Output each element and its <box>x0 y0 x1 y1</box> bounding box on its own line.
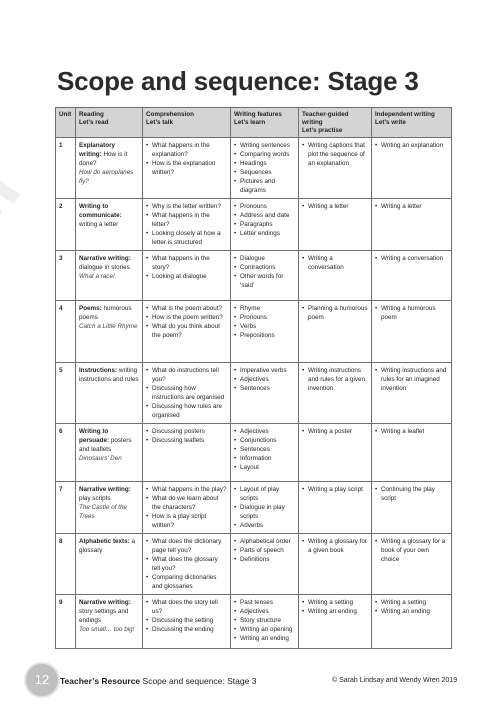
independent-writing-cell <box>372 424 452 482</box>
reading-title: Poems: <box>79 305 102 312</box>
writing-features-item: • Pronouns <box>234 202 295 211</box>
column-header-title: Comprehension <box>146 111 194 118</box>
writing-features-cell <box>231 534 299 595</box>
comprehension-item: • How is a play script written? <box>146 512 227 530</box>
comprehension-item: • What is the poem about? <box>146 304 227 313</box>
independent-writing-list <box>375 366 448 393</box>
column-header <box>76 108 143 138</box>
column-header <box>299 108 372 138</box>
table-row <box>56 301 452 363</box>
column-header <box>56 108 76 138</box>
comprehension-cell <box>143 534 231 595</box>
reading-cell <box>76 424 143 482</box>
footer-resource-bold: Teacher’s Resource <box>60 676 141 686</box>
reading-cell <box>76 251 143 301</box>
comprehension-item: • What does the glossary tell you? <box>146 555 227 573</box>
writing-features-item: • Alphabetical order <box>234 537 295 546</box>
writing-features-list <box>234 427 295 472</box>
reading-cell <box>76 199 143 251</box>
reading-cell <box>76 595 143 649</box>
comprehension-item: • Discussing how rules are organised <box>146 402 227 420</box>
reading-cell <box>76 363 143 424</box>
comprehension-cell <box>143 301 231 363</box>
table-row <box>56 595 452 649</box>
reading-title: Alphabetic texts: <box>79 538 130 545</box>
comprehension-list <box>146 141 227 177</box>
guided-writing-item: • Writing an ending <box>302 607 368 616</box>
independent-writing-cell <box>372 199 452 251</box>
writing-features-item: • Sentences <box>234 445 295 454</box>
reading-text: humorous poems <box>79 305 132 321</box>
writing-features-cell <box>231 595 299 649</box>
reading-cell <box>76 534 143 595</box>
writing-features-list <box>234 202 295 238</box>
writing-features-item: • Dialogue in play scripts <box>234 503 295 521</box>
guided-writing-list <box>302 366 368 393</box>
comprehension-list <box>146 598 227 634</box>
writing-features-list <box>234 366 295 393</box>
guided-writing-list <box>302 254 368 272</box>
comprehension-item: • Discussing the ending <box>146 625 227 634</box>
column-header-subtitle: Let’s read <box>79 119 109 126</box>
independent-writing-list <box>375 254 448 263</box>
independent-writing-cell <box>372 138 452 199</box>
guided-writing-cell <box>299 199 372 251</box>
writing-features-cell <box>231 251 299 301</box>
unit-number: 1 <box>56 138 76 199</box>
table-row <box>56 199 452 251</box>
writing-features-item: • Comparing words <box>234 150 295 159</box>
comprehension-item: • Why is the letter written? <box>146 202 227 211</box>
writing-features-item: • Writing an ending <box>234 634 295 643</box>
comprehension-item: • What do instructions tell you? <box>146 366 227 384</box>
comprehension-list <box>146 485 227 530</box>
comprehension-list <box>146 537 227 591</box>
reading-title: Explanatory writing: <box>79 142 116 158</box>
column-header-title: Reading <box>79 111 104 118</box>
reading-text: writing instructions and rules <box>79 367 139 383</box>
independent-writing-list <box>375 485 448 503</box>
comprehension-item: • How is the poem written? <box>146 313 227 322</box>
comprehension-list <box>146 427 227 445</box>
guided-writing-item: • Writing a play script <box>302 485 368 494</box>
guided-writing-cell <box>299 301 372 363</box>
comprehension-item: • What does the story tell us? <box>146 598 227 616</box>
reading-text: story settings and endings <box>79 608 129 624</box>
footer-resource-text: Scope and sequence: Stage 3 <box>140 676 257 686</box>
reading-text: play scripts <box>79 495 111 502</box>
guided-writing-list <box>302 537 368 555</box>
independent-writing-item: • Writing a humorous poem <box>375 304 448 322</box>
writing-features-item: • Prepositions <box>234 331 295 340</box>
independent-writing-list <box>375 537 448 564</box>
table-row <box>56 482 452 534</box>
guided-writing-cell <box>299 482 372 534</box>
guided-writing-list <box>302 427 368 436</box>
guided-writing-cell <box>299 363 372 424</box>
comprehension-cell <box>143 363 231 424</box>
comprehension-item: • What happens in the story? <box>146 254 227 272</box>
writing-features-item: • Layout <box>234 463 295 472</box>
reading-title: Writing to persuade: <box>79 428 110 444</box>
page-title: Scope and sequence: Stage 3 <box>57 66 419 96</box>
unit-number: 9 <box>56 595 76 649</box>
page-number-badge <box>24 662 60 698</box>
guided-writing-list <box>302 202 368 211</box>
comprehension-item: • What happens in the explanation? <box>146 141 227 159</box>
column-header-subtitle: Let’s learn <box>234 119 266 126</box>
reading-cell <box>76 138 143 199</box>
writing-features-item: • Adjectives <box>234 607 295 616</box>
reading-cell <box>76 482 143 534</box>
comprehension-item: • What does the dictionary page tell you? <box>146 537 227 555</box>
writing-features-item: • Past tenses <box>234 598 295 607</box>
table-body <box>56 138 452 649</box>
reading-title: Narrative writing: <box>79 599 131 606</box>
reading-title: Narrative writing: <box>79 486 131 493</box>
reading-text: How is it done? <box>79 151 128 167</box>
independent-writing-item: • Writing a letter <box>375 202 448 211</box>
writing-features-item: • Contractions <box>234 263 295 272</box>
table-header-row <box>56 108 452 138</box>
writing-features-item: • Headings <box>234 159 295 168</box>
writing-features-item: • Other words for ‘said’ <box>234 272 295 290</box>
writing-features-item: • Pictures and diagrams <box>234 177 295 195</box>
unit-number: 2 <box>56 199 76 251</box>
independent-writing-list <box>375 427 448 436</box>
reading-book-title: The Castle of the Trees <box>79 504 127 520</box>
writing-features-cell <box>231 363 299 424</box>
independent-writing-item: • Continuing the play script <box>375 485 448 503</box>
guided-writing-item: • Writing a glossary for a given book <box>302 537 368 555</box>
guided-writing-cell <box>299 251 372 301</box>
comprehension-item: • Comparing dictionaries and glossaries <box>146 573 227 591</box>
unit-number: 8 <box>56 534 76 595</box>
writing-features-item: • Conjunctions <box>234 436 295 445</box>
comprehension-item: • Discussing how instructions are organised <box>146 384 227 402</box>
independent-writing-list <box>375 598 448 616</box>
writing-features-list <box>234 254 295 290</box>
independent-writing-cell <box>372 363 452 424</box>
reading-title: Narrative writing: <box>79 255 131 262</box>
independent-writing-item: • Writing instructions and rules for an imagined invention <box>375 366 448 393</box>
comprehension-cell <box>143 138 231 199</box>
writing-features-item: • Writing an opening <box>234 625 295 634</box>
column-header-subtitle: Let’s talk <box>146 119 174 126</box>
independent-writing-item: • Writing a leaflet <box>375 427 448 436</box>
independent-writing-cell <box>372 301 452 363</box>
comprehension-cell <box>143 424 231 482</box>
comprehension-item: • Discussing posters <box>146 427 227 436</box>
writing-features-item: • Adjectives <box>234 375 295 384</box>
writing-features-cell <box>231 301 299 363</box>
writing-features-list <box>234 304 295 340</box>
reading-book-title: Catch a Little Rhyme <box>79 323 138 330</box>
writing-features-item: • Adverbs <box>234 521 295 530</box>
writing-features-item: • Letter endings <box>234 229 295 238</box>
footer-resource-title <box>60 676 256 686</box>
writing-features-item: • Layout of play scripts <box>234 485 295 503</box>
reading-book-title: What a race! <box>79 273 115 280</box>
comprehension-item: • What do we learn about the characters? <box>146 494 227 512</box>
independent-writing-item: • Writing an ending <box>375 607 448 616</box>
independent-writing-item: • Writing a glossary for a book of your own choice <box>375 537 448 564</box>
guided-writing-item: • Writing captions that plot the sequence of an explanation <box>302 141 368 168</box>
reading-text: dialogue in stories <box>79 264 130 271</box>
comprehension-item: • Looking closely at how a letter is structured <box>146 229 227 247</box>
comprehension-item: • What do you think about the poem? <box>146 322 227 340</box>
guided-writing-item: • Writing a letter <box>302 202 368 211</box>
writing-features-item: • Paragraphs <box>234 220 295 229</box>
guided-writing-cell <box>299 595 372 649</box>
guided-writing-cell <box>299 138 372 199</box>
guided-writing-list <box>302 485 368 494</box>
comprehension-item: • Discussing leaflets <box>146 436 227 445</box>
guided-writing-item: • Planning a humorous poem <box>302 304 368 322</box>
unit-number: 6 <box>56 424 76 482</box>
writing-features-item: • Dialogue <box>234 254 295 263</box>
reading-text: posters and leaflets <box>79 437 132 453</box>
writing-features-item: • Sentences <box>234 384 295 393</box>
column-header <box>372 108 452 138</box>
column-header-title: Unit <box>59 111 72 118</box>
table-row <box>56 363 452 424</box>
guided-writing-cell <box>299 534 372 595</box>
reading-book-title: Too small… too big! <box>79 626 135 633</box>
comprehension-item: • Looking at dialogue <box>146 272 227 281</box>
independent-writing-item: • Writing a conversation <box>375 254 448 263</box>
comprehension-list <box>146 202 227 247</box>
comprehension-cell <box>143 251 231 301</box>
table-row <box>56 424 452 482</box>
column-header-subtitle: Let’s practise <box>302 127 343 134</box>
comprehension-list <box>146 254 227 281</box>
writing-features-item: • Imperative verbs <box>234 366 295 375</box>
comprehension-cell <box>143 595 231 649</box>
guided-writing-item: • Writing a conversation <box>302 254 368 272</box>
comprehension-item: • What happens in the play? <box>146 485 227 494</box>
independent-writing-list <box>375 304 448 322</box>
guided-writing-list <box>302 598 368 616</box>
writing-features-item: • Pronouns <box>234 313 295 322</box>
column-header-subtitle: Let’s write <box>375 119 406 126</box>
writing-features-item: • Sequences <box>234 168 295 177</box>
comprehension-item: • Discussing the setting <box>146 616 227 625</box>
reading-title: Instructions: <box>79 367 118 374</box>
independent-writing-item: • Writing an explanation <box>375 141 448 150</box>
guided-writing-list <box>302 304 368 322</box>
page-number: 12 <box>34 672 50 687</box>
comprehension-cell <box>143 482 231 534</box>
reading-title: Writing to communicate: <box>79 203 122 219</box>
writing-features-item: • Definitions <box>234 555 295 564</box>
unit-number: 3 <box>56 251 76 301</box>
writing-features-list <box>234 485 295 530</box>
writing-features-cell <box>231 138 299 199</box>
independent-writing-list <box>375 141 448 150</box>
reading-text: a glossary <box>79 538 136 554</box>
guided-writing-item: • Writing instructions and rules for a given invention <box>302 366 368 393</box>
reading-book-title: How do aeroplanes fly? <box>79 169 134 185</box>
comprehension-item: • How is the explanation written? <box>146 159 227 177</box>
column-header-title: Writing features <box>234 111 282 118</box>
independent-writing-cell <box>372 595 452 649</box>
writing-features-list <box>234 141 295 195</box>
writing-features-item: • Rhyme <box>234 304 295 313</box>
writing-features-item: • Address and date <box>234 211 295 220</box>
comprehension-cell <box>143 199 231 251</box>
comprehension-list <box>146 304 227 340</box>
writing-features-item: • Verbs <box>234 322 295 331</box>
writing-features-cell <box>231 424 299 482</box>
independent-writing-cell <box>372 482 452 534</box>
column-header-title: Independent writing <box>375 111 435 118</box>
writing-features-list <box>234 598 295 643</box>
table-row <box>56 251 452 301</box>
column-header <box>231 108 299 138</box>
comprehension-item: • What happens in the letter? <box>146 211 227 229</box>
writing-features-item: • Parts of speech <box>234 546 295 555</box>
table-row <box>56 534 452 595</box>
column-header <box>143 108 231 138</box>
guided-writing-item: • Writing a poster <box>302 427 368 436</box>
writing-features-item: • Writing sentences <box>234 141 295 150</box>
independent-writing-item: • Writing a setting <box>375 598 448 607</box>
unit-number: 4 <box>56 301 76 363</box>
independent-writing-list <box>375 202 448 211</box>
reading-cell <box>76 301 143 363</box>
column-header-title: Teacher-guided writing <box>302 111 349 126</box>
writing-features-cell <box>231 199 299 251</box>
comprehension-list <box>146 366 227 420</box>
guided-writing-cell <box>299 424 372 482</box>
writing-features-item: • Story structure <box>234 616 295 625</box>
footer-copyright: © Sarah Lindsay and Wendy Wren 2019 <box>332 677 458 684</box>
writing-features-item: • Adjectives <box>234 427 295 436</box>
unit-number: 7 <box>56 482 76 534</box>
scope-sequence-table <box>55 107 452 649</box>
guided-writing-list <box>302 141 368 168</box>
unit-number: 5 <box>56 363 76 424</box>
writing-features-cell <box>231 482 299 534</box>
writing-features-item: • Information <box>234 454 295 463</box>
writing-features-list <box>234 537 295 564</box>
guided-writing-item: • Writing a setting <box>302 598 368 607</box>
independent-writing-cell <box>372 534 452 595</box>
table-row <box>56 138 452 199</box>
reading-text: writing a letter <box>79 221 119 228</box>
independent-writing-cell <box>372 251 452 301</box>
reading-book-title: Dinosaurs’ Den <box>79 455 122 462</box>
